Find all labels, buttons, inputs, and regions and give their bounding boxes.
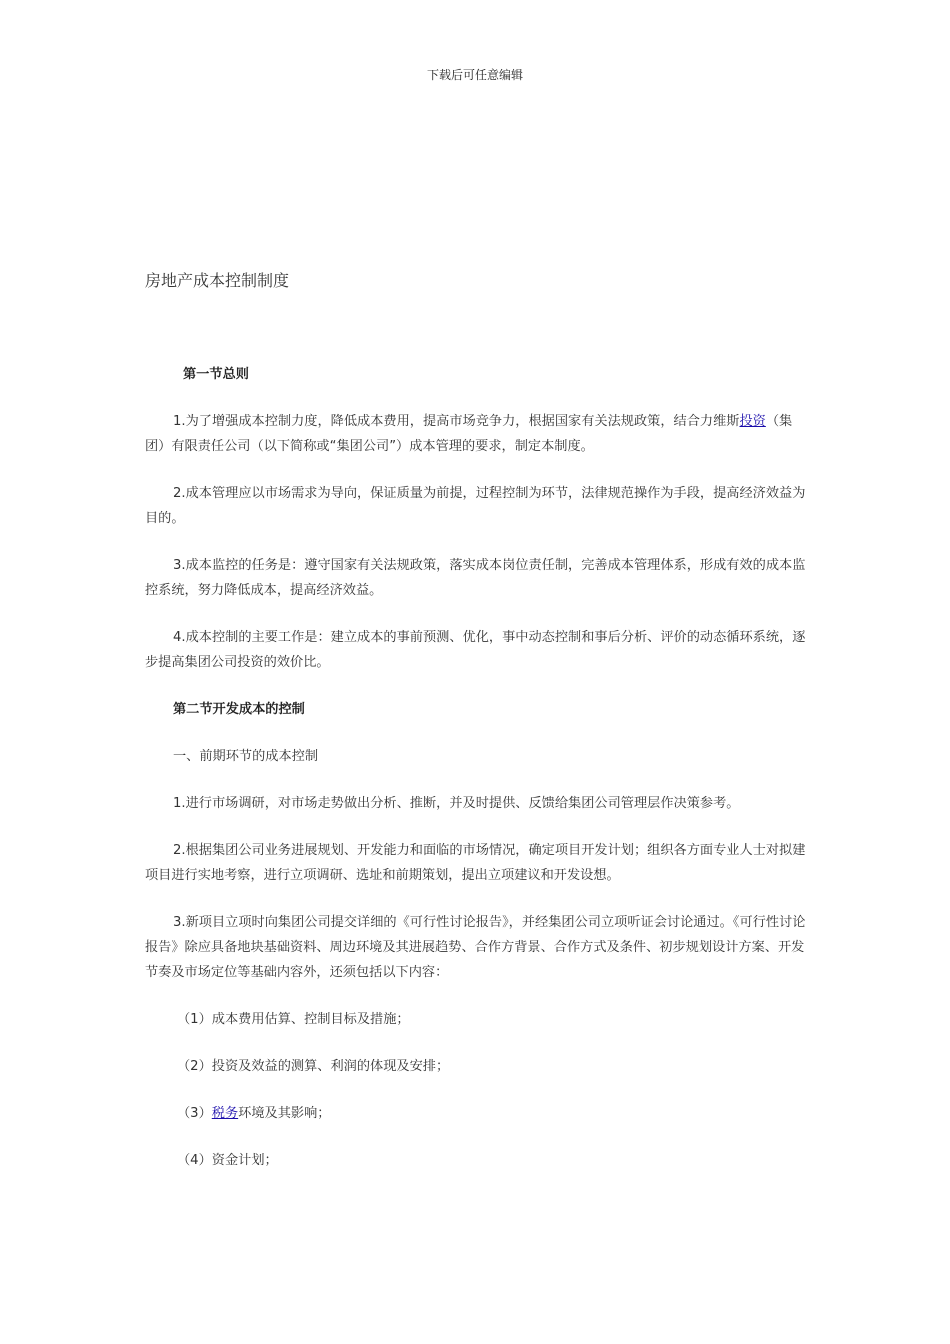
list-item-tax-suffix: 环境及其影响； bbox=[238, 1106, 331, 1121]
paragraph-guideline: 2.成本管理应以市场需求为导向，保证质量为前提，过程控制为环节，法律规范操作为手段，提高经济效益为目的。 bbox=[145, 486, 806, 526]
tax-link[interactable]: 税务 bbox=[211, 1106, 239, 1121]
subheading-early-stage: 一、前期环节的成本控制 bbox=[173, 749, 319, 764]
list-item-funding-plan: （4）资金计划； bbox=[177, 1153, 278, 1168]
paragraph-monitoring-task: 3.成本监控的任务是：遵守国家有关法规政策，落实成本岗位责任制，完善成本管理体系，形成有效的成本监控系统，努力降低成本，提高经济效益。 bbox=[145, 558, 806, 598]
paragraph-market-research: 1.进行市场调研，对市场走势做出分析、推断，并及时提供、反馈给集团公司管理层作决策参考。 bbox=[173, 796, 740, 811]
paragraph-purpose bbox=[145, 409, 807, 459]
list-item-tax-prefix: （3） bbox=[177, 1106, 212, 1121]
page-header-note: 下载后可任意编辑 bbox=[426, 68, 523, 82]
section-heading-development-cost: 第二节开发成本的控制 bbox=[173, 702, 305, 717]
document-title: 房地产成本控制制度 bbox=[145, 271, 290, 290]
paragraph-feasibility-report: 3.新项目立项时向集团公司提交详细的《可行性讨论报告》，并经集团公司立项听证会讨论通过。《可行性讨论报告》除应具备地块基础资料、周边环境及其进展趋势、合作方背景、合作方式及条件、初步规划设计方案、开发节奏及市场定位等基础内容外，还须包括以下内容： bbox=[145, 915, 806, 980]
paragraph-main-work: 4.成本控制的主要工作是：建立成本的事前预测、优化，事中动态控制和事后分析、评价的动态循环系统，逐步提高集团公司投资的效价比。 bbox=[145, 630, 806, 670]
paragraph-project-plan: 2.根据集团公司业务进展规划、开发能力和面临的市场情况，确定项目开发计划；组织各方面专业人士对拟建项目进行实地考察，进行立项调研、选址和前期策划，提出立项建议和开发设想。 bbox=[145, 843, 806, 883]
paragraph-purpose-text-start: 1.为了增强成本控制力度，降低成本费用，提高市场竞争力，根据国家有关法规政策，结合力维斯 bbox=[173, 414, 740, 429]
list-item-tax-environment bbox=[145, 1101, 807, 1126]
section-heading-general: 第一节总则 bbox=[183, 367, 249, 382]
document-body bbox=[145, 362, 807, 1195]
paragraph-purpose-text-end: （集团）有限责任公司（以下简称或“集团公司”）成本管理的要求，制定本制度。 bbox=[145, 414, 793, 454]
investment-link[interactable]: 投资 bbox=[739, 414, 766, 429]
list-item-investment-benefit: （2）投资及效益的测算、利润的体现及安排； bbox=[177, 1059, 450, 1074]
list-item-cost-estimate: （1）成本费用估算、控制目标及措施； bbox=[177, 1012, 410, 1027]
